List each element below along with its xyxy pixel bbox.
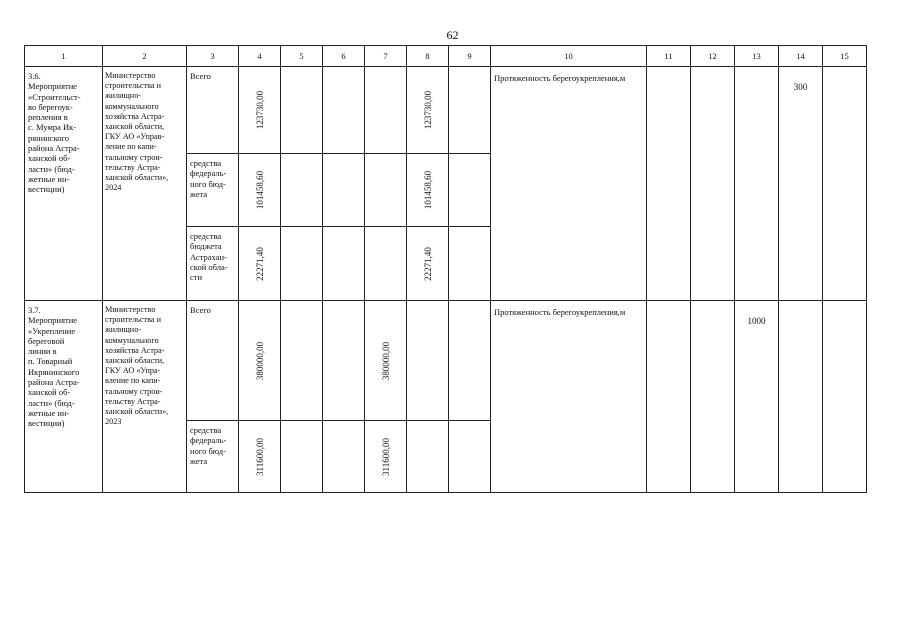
empty-cell xyxy=(323,301,365,421)
activity-cell: 3.6. Мероприятие «Строительст- во берегоук- репления в с. Мумра Ик- рянинского района Астра- ханской об- ласти» (бюд- жетные ин- вестиции) xyxy=(25,67,103,301)
amount-cell xyxy=(365,67,407,154)
amount-cell: 380000,00 xyxy=(239,301,281,421)
amount-cell xyxy=(407,301,449,421)
amount-cell xyxy=(365,227,407,301)
amount-cell: 311600,00 xyxy=(365,421,407,493)
empty-cell xyxy=(449,227,491,301)
column-header: 3 xyxy=(187,46,239,67)
activity-cell: 3.7. Мероприятие «Укрепление береговой линии в п. Товарный Икрянинского района Астра- ханской об- ласти» (бюд- жетные ин- вестиции) xyxy=(25,301,103,493)
empty-cell xyxy=(281,154,323,227)
column-header: 6 xyxy=(323,46,365,67)
empty-cell xyxy=(823,67,867,301)
column-header: 15 xyxy=(823,46,867,67)
column-header: 11 xyxy=(647,46,691,67)
funding-source-cell: средства федераль- ного бюд- жета xyxy=(187,421,239,493)
amount-cell: 101458,60 xyxy=(407,154,449,227)
amount-cell: 123730,00 xyxy=(239,67,281,154)
funding-source-cell: средства федераль- ного бюд- жета xyxy=(187,154,239,227)
indicator-cell: Протяженность берегоукрепления,м xyxy=(491,67,647,301)
column-number-row xyxy=(25,46,867,67)
empty-cell xyxy=(823,301,867,493)
page-number: 62 xyxy=(446,28,459,42)
funding-source-cell: Всего xyxy=(187,301,239,421)
column-header: 8 xyxy=(407,46,449,67)
empty-cell xyxy=(281,301,323,421)
amount-cell: 123730,00 xyxy=(407,67,449,154)
empty-cell xyxy=(449,301,491,421)
empty-cell xyxy=(281,227,323,301)
table-row xyxy=(25,67,867,154)
funding-source-cell: Всего xyxy=(187,67,239,154)
amount-cell: 22271,40 xyxy=(239,227,281,301)
amount-cell xyxy=(407,421,449,493)
program-table xyxy=(24,45,867,493)
empty-cell xyxy=(449,154,491,227)
empty-cell xyxy=(647,301,691,493)
empty-cell xyxy=(449,421,491,493)
column-header: 4 xyxy=(239,46,281,67)
amount-cell xyxy=(365,154,407,227)
column-header: 12 xyxy=(691,46,735,67)
empty-cell xyxy=(281,421,323,493)
column-header: 9 xyxy=(449,46,491,67)
empty-cell xyxy=(323,227,365,301)
column-header: 13 xyxy=(735,46,779,67)
column-header: 10 xyxy=(491,46,647,67)
empty-cell xyxy=(647,67,691,301)
column-header: 5 xyxy=(281,46,323,67)
executor-cell: Министерство строительства и жилищно- коммунального хозяйства Астра- ханской области, ГКУ АО «Упра- вление по капи- тальному строи- тельству Астра- ханской области», 2023 xyxy=(103,301,187,493)
value-cell: 1000 xyxy=(735,301,779,493)
amount-cell: 380000,00 xyxy=(365,301,407,421)
empty-cell xyxy=(323,421,365,493)
column-header: 14 xyxy=(779,46,823,67)
column-header: 7 xyxy=(365,46,407,67)
empty-cell xyxy=(323,154,365,227)
empty-cell xyxy=(691,67,735,301)
amount-cell: 101458,60 xyxy=(239,154,281,227)
empty-cell xyxy=(323,67,365,154)
value-cell xyxy=(779,301,823,493)
empty-cell xyxy=(281,67,323,154)
empty-cell xyxy=(691,301,735,493)
empty-cell xyxy=(449,67,491,154)
value-cell: 300 xyxy=(779,67,823,301)
table-row xyxy=(25,301,867,421)
indicator-cell: Протяженность берегоукрепления,м xyxy=(491,301,647,493)
funding-source-cell: средства бюджета Астрахан- ской обла- сти xyxy=(187,227,239,301)
amount-cell: 311600,00 xyxy=(239,421,281,493)
amount-cell: 22271,40 xyxy=(407,227,449,301)
executor-cell: Министерство строительства и жилищно- коммунального хозяйства Астра- ханской области, ГКУ АО «Управ- ление по капи- тальному строи- тельству Астра- ханской области», 2024 xyxy=(103,67,187,301)
value-cell xyxy=(735,67,779,301)
column-header: 2 xyxy=(103,46,187,67)
column-header: 1 xyxy=(25,46,103,67)
